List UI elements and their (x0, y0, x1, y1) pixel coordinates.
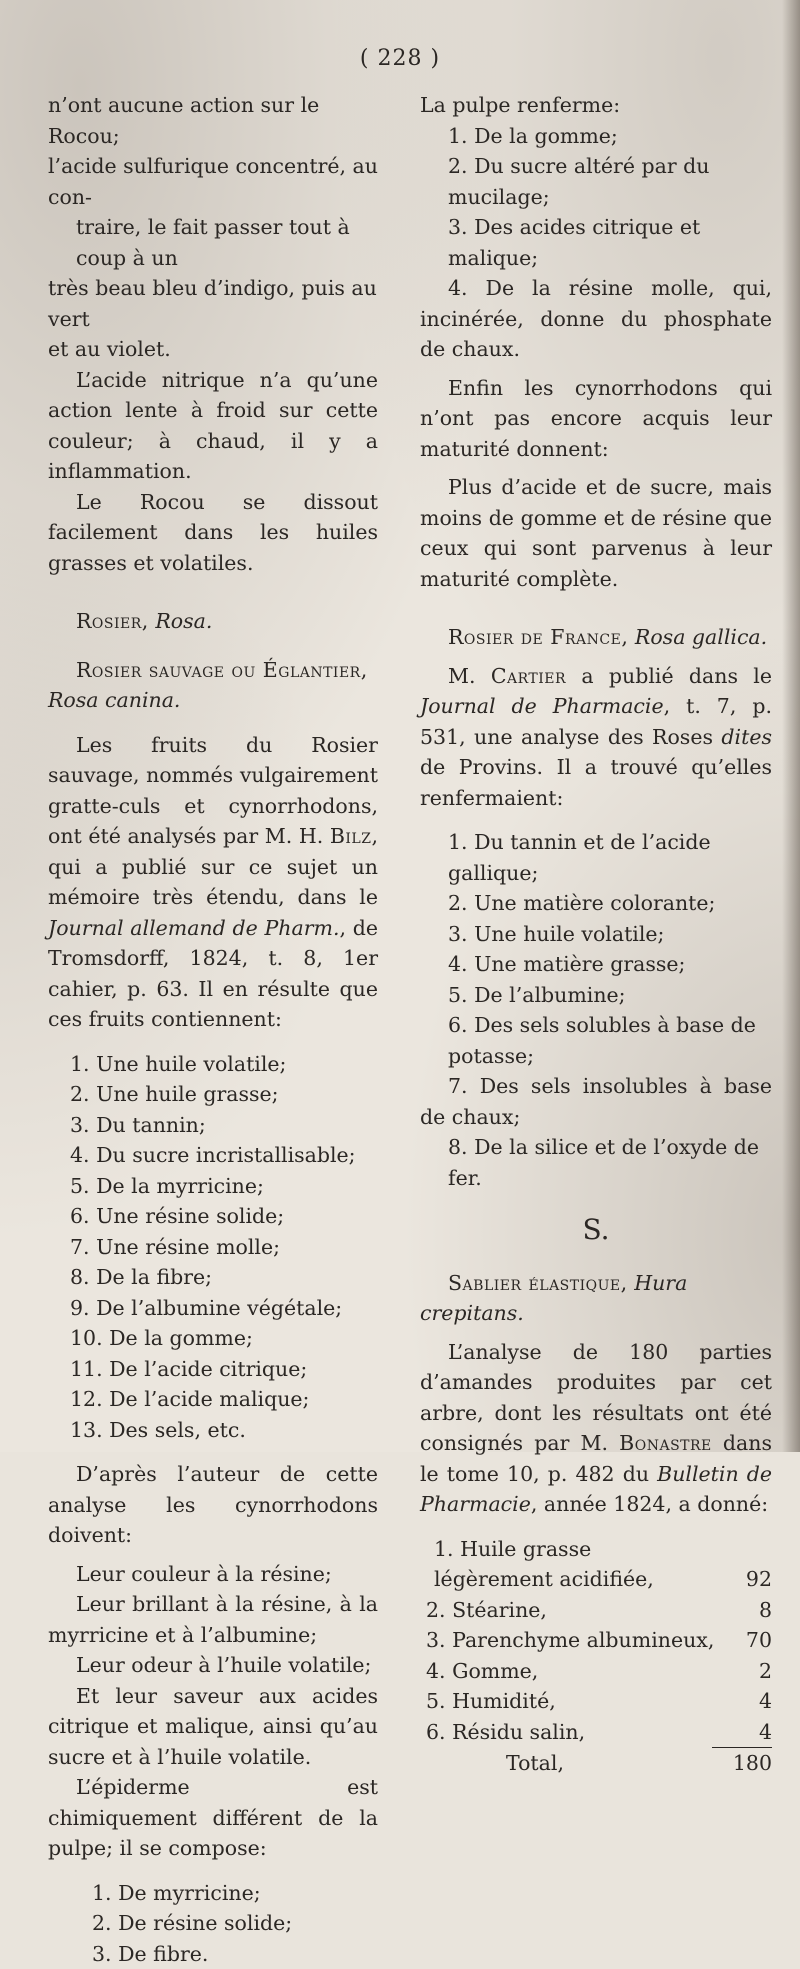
list-item: 4. De la résine molle, qui, incinérée, donne du phosphate de chaux. (420, 273, 772, 365)
heading-name: Rosier sauvage ou Églantier, (76, 658, 368, 682)
section-heading-rosier-sauvage (48, 655, 378, 716)
table-label: 3. Parenchyme albumineux, (426, 1625, 714, 1656)
left-paragraph-5: D’après l’auteur de cette analyse les cynorrhodons doivent: (48, 1459, 378, 1551)
text-span: dans le tome 10, p. 482 du (420, 1431, 772, 1486)
list-item: 1. De myrricine; (48, 1878, 378, 1909)
heading-latin: Hura crepitans. (420, 1271, 687, 1326)
list-item: 2. Une matière colorante; (420, 888, 772, 919)
list-item: 9. De l’albumine végétale; (48, 1293, 378, 1324)
heading-name: Rosier, (76, 609, 149, 633)
list-item: 10. De la gomme; (48, 1323, 378, 1354)
table-row (426, 1686, 772, 1717)
text-line: très beau bleu d’indigo, puis au vert (48, 273, 378, 334)
list-item: 7. Des sels insolubles à base de chaux; (420, 1071, 772, 1132)
text-span: dites (721, 725, 772, 749)
list-item: 8. De la silice et de l’oxyde de fer. (420, 1132, 772, 1193)
table-row (426, 1595, 772, 1626)
list-item: 8. De la fibre; (48, 1262, 378, 1293)
text-span: , de Tromsdorff, 1824, t. 8, 1er cahier, p. 63. Il en résulte que ces fruits contiennent: (48, 916, 378, 1032)
list-item: 3. Une huile volatile; (420, 919, 772, 950)
table-label: 5. Humidité, (426, 1686, 556, 1717)
heading-latin: Rosa gallica. (635, 625, 767, 649)
right-paragraph-5 (420, 1337, 772, 1520)
left-paragraph-6: Leur couleur à la résine; (48, 1559, 378, 1590)
list-item: 6. Une résine solide; (48, 1201, 378, 1232)
section-heading-rosier (48, 606, 378, 637)
table-row (426, 1717, 772, 1748)
section-heading-rosier-de-france (420, 622, 772, 653)
total-value: 180 (733, 1748, 772, 1779)
list-item: 12. De l’acide malique; (48, 1384, 378, 1415)
list-item: 2. Une huile grasse; (48, 1079, 378, 1110)
author-name: Bonastre (619, 1431, 712, 1455)
pulp-components-list (420, 121, 772, 274)
left-paragraph-7: Leur brillant à la résine, à la myrricine et à l’albumine; (48, 1589, 378, 1650)
list-item: 5. De l’albumine; (420, 980, 772, 1011)
list-item: 5. De la myrricine; (48, 1171, 378, 1202)
journal-title: Journal allemand de Pharm. (48, 916, 339, 940)
analysis-table (420, 1534, 772, 1779)
list-item: 1. Une huile volatile; (48, 1049, 378, 1080)
author-name: Cartier (491, 664, 566, 688)
text-span: de Provins. Il a trouvé qu’elles renfermaient: (420, 755, 772, 810)
list-item: 2. De résine solide; (48, 1908, 378, 1939)
left-paragraph-8: Leur odeur à l’huile volatile; (48, 1650, 378, 1681)
list-item: 3. Des acides citrique et malique; (420, 212, 772, 273)
table-value: 4 (732, 1717, 772, 1748)
table-row (426, 1656, 772, 1687)
right-column (420, 90, 772, 1779)
right-paragraph-2: Enfin les cynorrhodons qui n’ont pas encore acquis leur maturité donnent: (420, 373, 772, 465)
list-item: 4. Une matière grasse; (420, 949, 772, 980)
list-item: 7. Une résine molle; (48, 1232, 378, 1263)
list-item: 4. Du sucre incristallisable; (48, 1140, 378, 1171)
journal-title: Journal de Pharmacie (420, 694, 664, 718)
text-line: l’acide sulfurique concentré, au con- (48, 151, 378, 212)
table-label: 1. Huile grasse légèrement acidifiée, (426, 1534, 694, 1595)
section-heading-sablier (420, 1268, 772, 1329)
fruit-components-list (48, 1049, 378, 1446)
list-item: 3. Du tannin; (48, 1110, 378, 1141)
heading-latin: Rosa canina. (48, 688, 180, 712)
left-paragraph-2: L’acide nitrique n’a qu’une action lente à froid sur cette couleur; à chaud, il y a inflammation. (48, 365, 378, 487)
text-span: L’analyse de 180 parties d’amandes produites par cet arbre, dont les résultats ont été consignés par M. (420, 1340, 772, 1456)
left-column (48, 90, 378, 1969)
list-item: 6. Des sels solubles à base de potasse; (420, 1010, 772, 1071)
text-line: traire, le fait passer tout à coup à un (48, 212, 378, 273)
rose-components-list (420, 827, 772, 1071)
table-value: 70 (732, 1625, 772, 1656)
text-line: et au violet. (48, 334, 378, 365)
table-value: 8 (732, 1595, 772, 1626)
left-paragraph-9: Et leur saveur aux acides citrique et malique, ainsi qu’au sucre et à l’huile volatile. (48, 1681, 378, 1773)
text-span: a publié dans le (581, 664, 772, 688)
list-item: 13. Des sels, etc. (48, 1415, 378, 1446)
text-span: , année 1824, a donné: (531, 1492, 768, 1516)
table-label: 2. Stéarine, (426, 1595, 547, 1626)
left-paragraph-1 (48, 90, 378, 365)
list-item: 3. De fibre. (48, 1939, 378, 1969)
list-item: 2. Du sucre altéré par du mucilage; (420, 151, 772, 212)
text-line: n’ont aucune action sur le Rocou; (48, 90, 378, 151)
text-span: Les fruits du Rosier sauvage, nommés vulgairement gratte-culs et cynorrhodons, ont été analysés par M. H. (48, 733, 378, 849)
table-row (426, 1534, 772, 1595)
journal-title: Bulletin de Pharmacie (420, 1462, 772, 1517)
heading-name: Rosier de France, (448, 625, 628, 649)
table-row (426, 1625, 772, 1656)
heading-name: Sablier élastique, (448, 1271, 628, 1295)
left-paragraph-3: Le Rocou se dissout facilement dans les huiles grasses et volatiles. (48, 487, 378, 579)
author-name: Bilz (330, 824, 372, 848)
right-paragraph-3: Plus d’acide et de sucre, mais moins de gomme et de résine que ceux qui sont parvenus à leur maturité complète. (420, 472, 772, 594)
table-value: 2 (732, 1656, 772, 1687)
left-paragraph-10: L’épiderme est chimiquement différent de la pulpe; il se compose: (48, 1772, 378, 1864)
heading-latin: Rosa. (155, 609, 212, 633)
text-span: M. (448, 664, 476, 688)
epiderm-components-list (48, 1878, 378, 1969)
text-span: , t. 7, p. 531, une analyse des Roses (420, 694, 772, 749)
page-number: ( 228 ) (0, 46, 800, 71)
list-item: 11. De l’acide citrique; (48, 1354, 378, 1385)
table-label: 6. Résidu salin, (426, 1717, 585, 1748)
left-paragraph-4 (48, 730, 378, 1035)
list-item: 1. De la gomme; (420, 121, 772, 152)
text-span: , qui a publié sur ce sujet un mémoire très étendu, dans le (48, 824, 378, 909)
total-label: Total, (506, 1748, 564, 1779)
table-value: 92 (732, 1564, 772, 1595)
table-total-row (426, 1748, 772, 1779)
table-value: 4 (732, 1686, 772, 1717)
table-label: 4. Gomme, (426, 1656, 538, 1687)
page-edge-shadow (782, 0, 800, 1452)
section-letter: S. (420, 1215, 772, 1246)
right-paragraph-1: La pulpe renferme: (420, 90, 772, 121)
list-item: 1. Du tannin et de l’acide gallique; (420, 827, 772, 888)
right-paragraph-4 (420, 661, 772, 814)
